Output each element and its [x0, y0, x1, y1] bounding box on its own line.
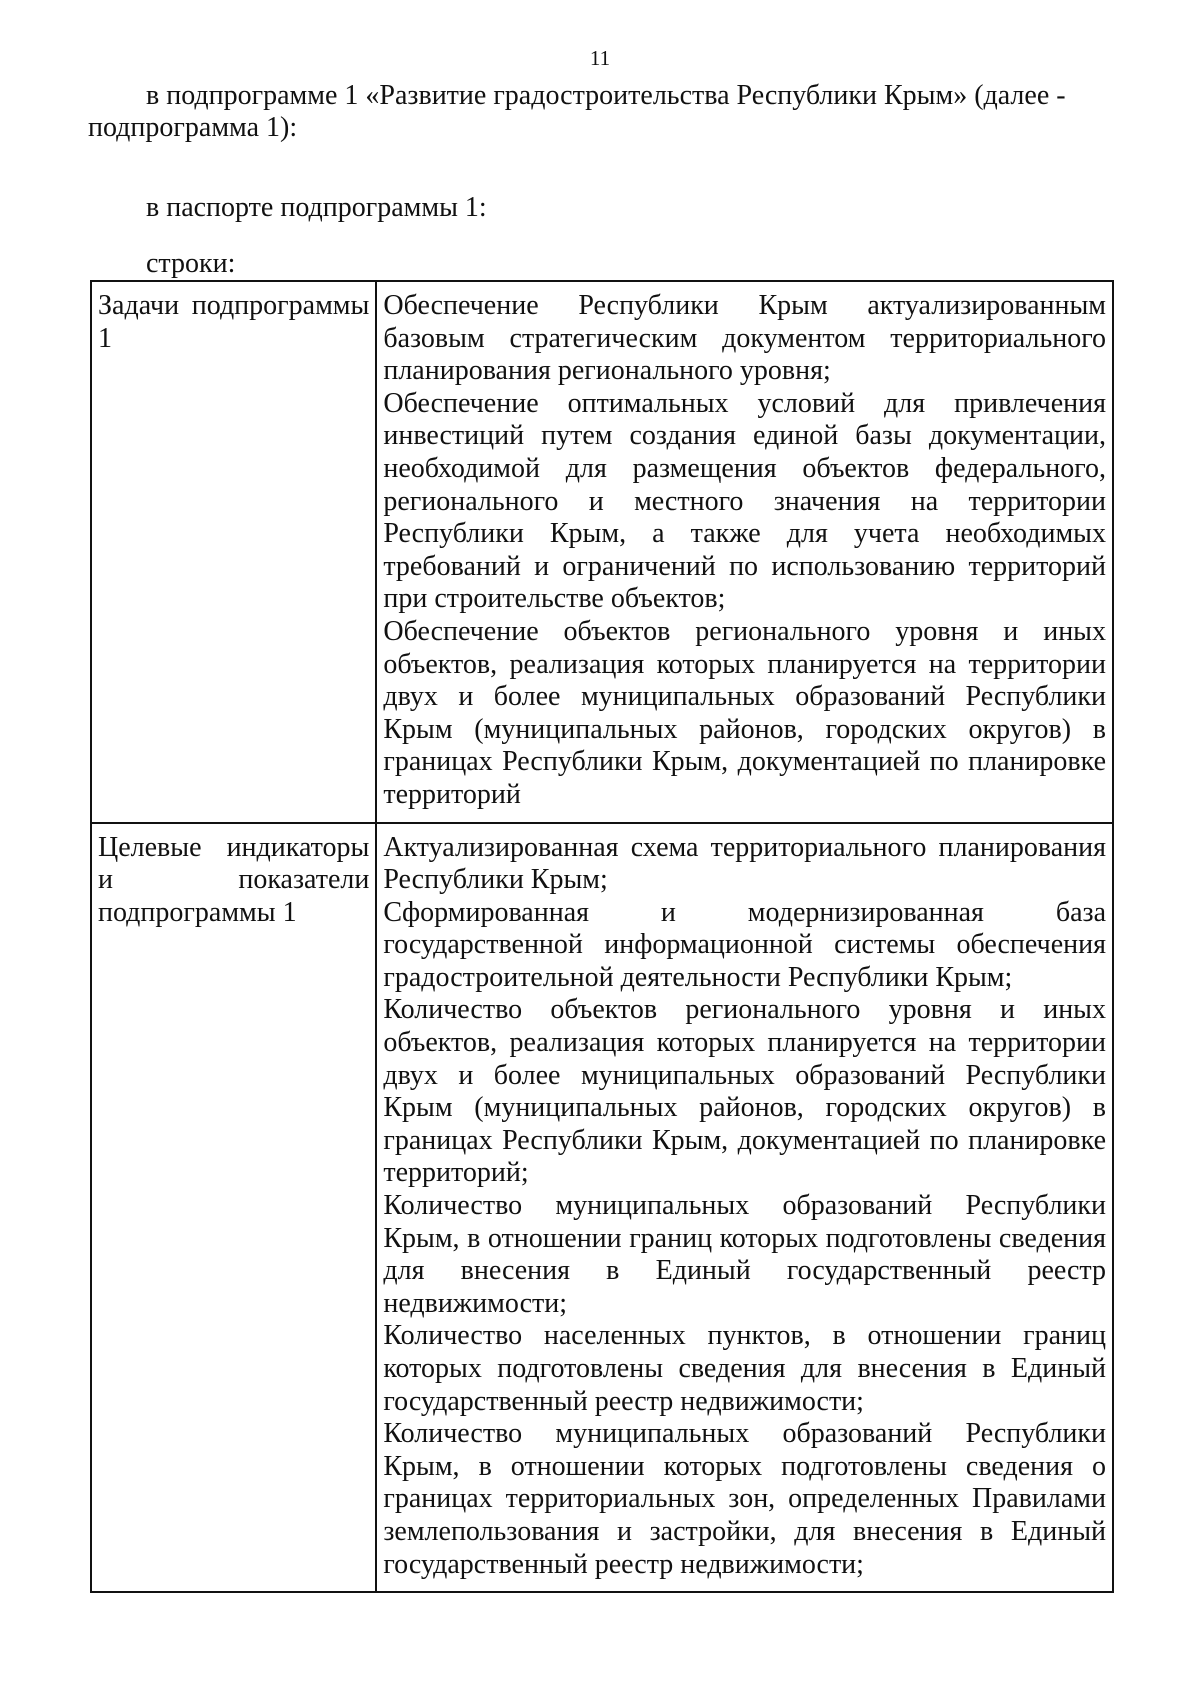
task-item: Обеспечение объектов регионального уровня и иных объектов, реализация которых планируется на территории двух и более муниципальных образований Республики Крым (муниципальных районов, городских округов) в границах Республики Крым, документацией по планировке территорий: [383, 615, 1106, 810]
page-number: 11: [589, 46, 611, 70]
row-content-tasks: [376, 281, 1113, 823]
table-row-tasks: [91, 281, 1113, 823]
indicator-item: Сформированная и модернизированная база государственной информационной системы обеспечения градостроительной деятельности Республики Крым;: [383, 896, 1106, 993]
intro-line-2: подпрограмма 1):: [88, 112, 298, 143]
indicator-item: Актуализированная схема территориального планирования Республики Крым;: [383, 831, 1106, 896]
row-content-indicators: [376, 823, 1113, 1593]
indicator-item: Количество муниципальных образований Республики Крым, в отношении границ которых подготовлены сведения для внесения в Единый государственный реестр недвижимости;: [383, 1190, 1106, 1319]
table-row-indicators: [91, 823, 1113, 1593]
passport-text: в паспорте подпрограммы 1:: [146, 192, 487, 223]
task-item: Обеспечение Республики Крым актуализированным базовым стратегическим документом территориального планирования регионального уровня;: [383, 290, 1106, 387]
task-item: Обеспечение оптимальных условий для привлечения инвестиций путем создания единой базы документации, необходимой для размещения объектов федерального, регионального и местного значения на территории Республики Крым, а также для учета необходимых требований и ограничений по использованию территорий при строительстве объектов;: [383, 387, 1106, 615]
rows-label: строки:: [146, 248, 236, 279]
row-label-indicators: Целевые индикаторы и показатели подпрограммы 1: [91, 823, 376, 1593]
intro-paragraph: [88, 80, 1114, 144]
indicator-item: Количество объектов регионального уровня и иных объектов, реализация которых планируется на территории двух и более муниципальных образований Республики Крым (муниципальных районов, городских округов) в границах Республики Крым, документацией по планировке территорий;: [383, 994, 1106, 1189]
row-label-tasks: Задачи подпрограммы 1: [91, 281, 376, 823]
intro-line-1: в подпрограмме 1 «Развитие градостроительства Республики Крым» (далее -: [146, 80, 1066, 111]
passport-table: [90, 280, 1114, 1593]
indicator-item: Количество населенных пунктов, в отношении границ которых подготовлены сведения для внесения в Единый государственный реестр недвижимости;: [383, 1320, 1106, 1417]
indicator-item: Количество муниципальных образований Республики Крым, в отношении которых подготовлены сведения о границах территориальных зон, определенных Правилами землепользования и застройки, для внесения в Единый государственный реестр недвижимости;: [383, 1418, 1106, 1580]
